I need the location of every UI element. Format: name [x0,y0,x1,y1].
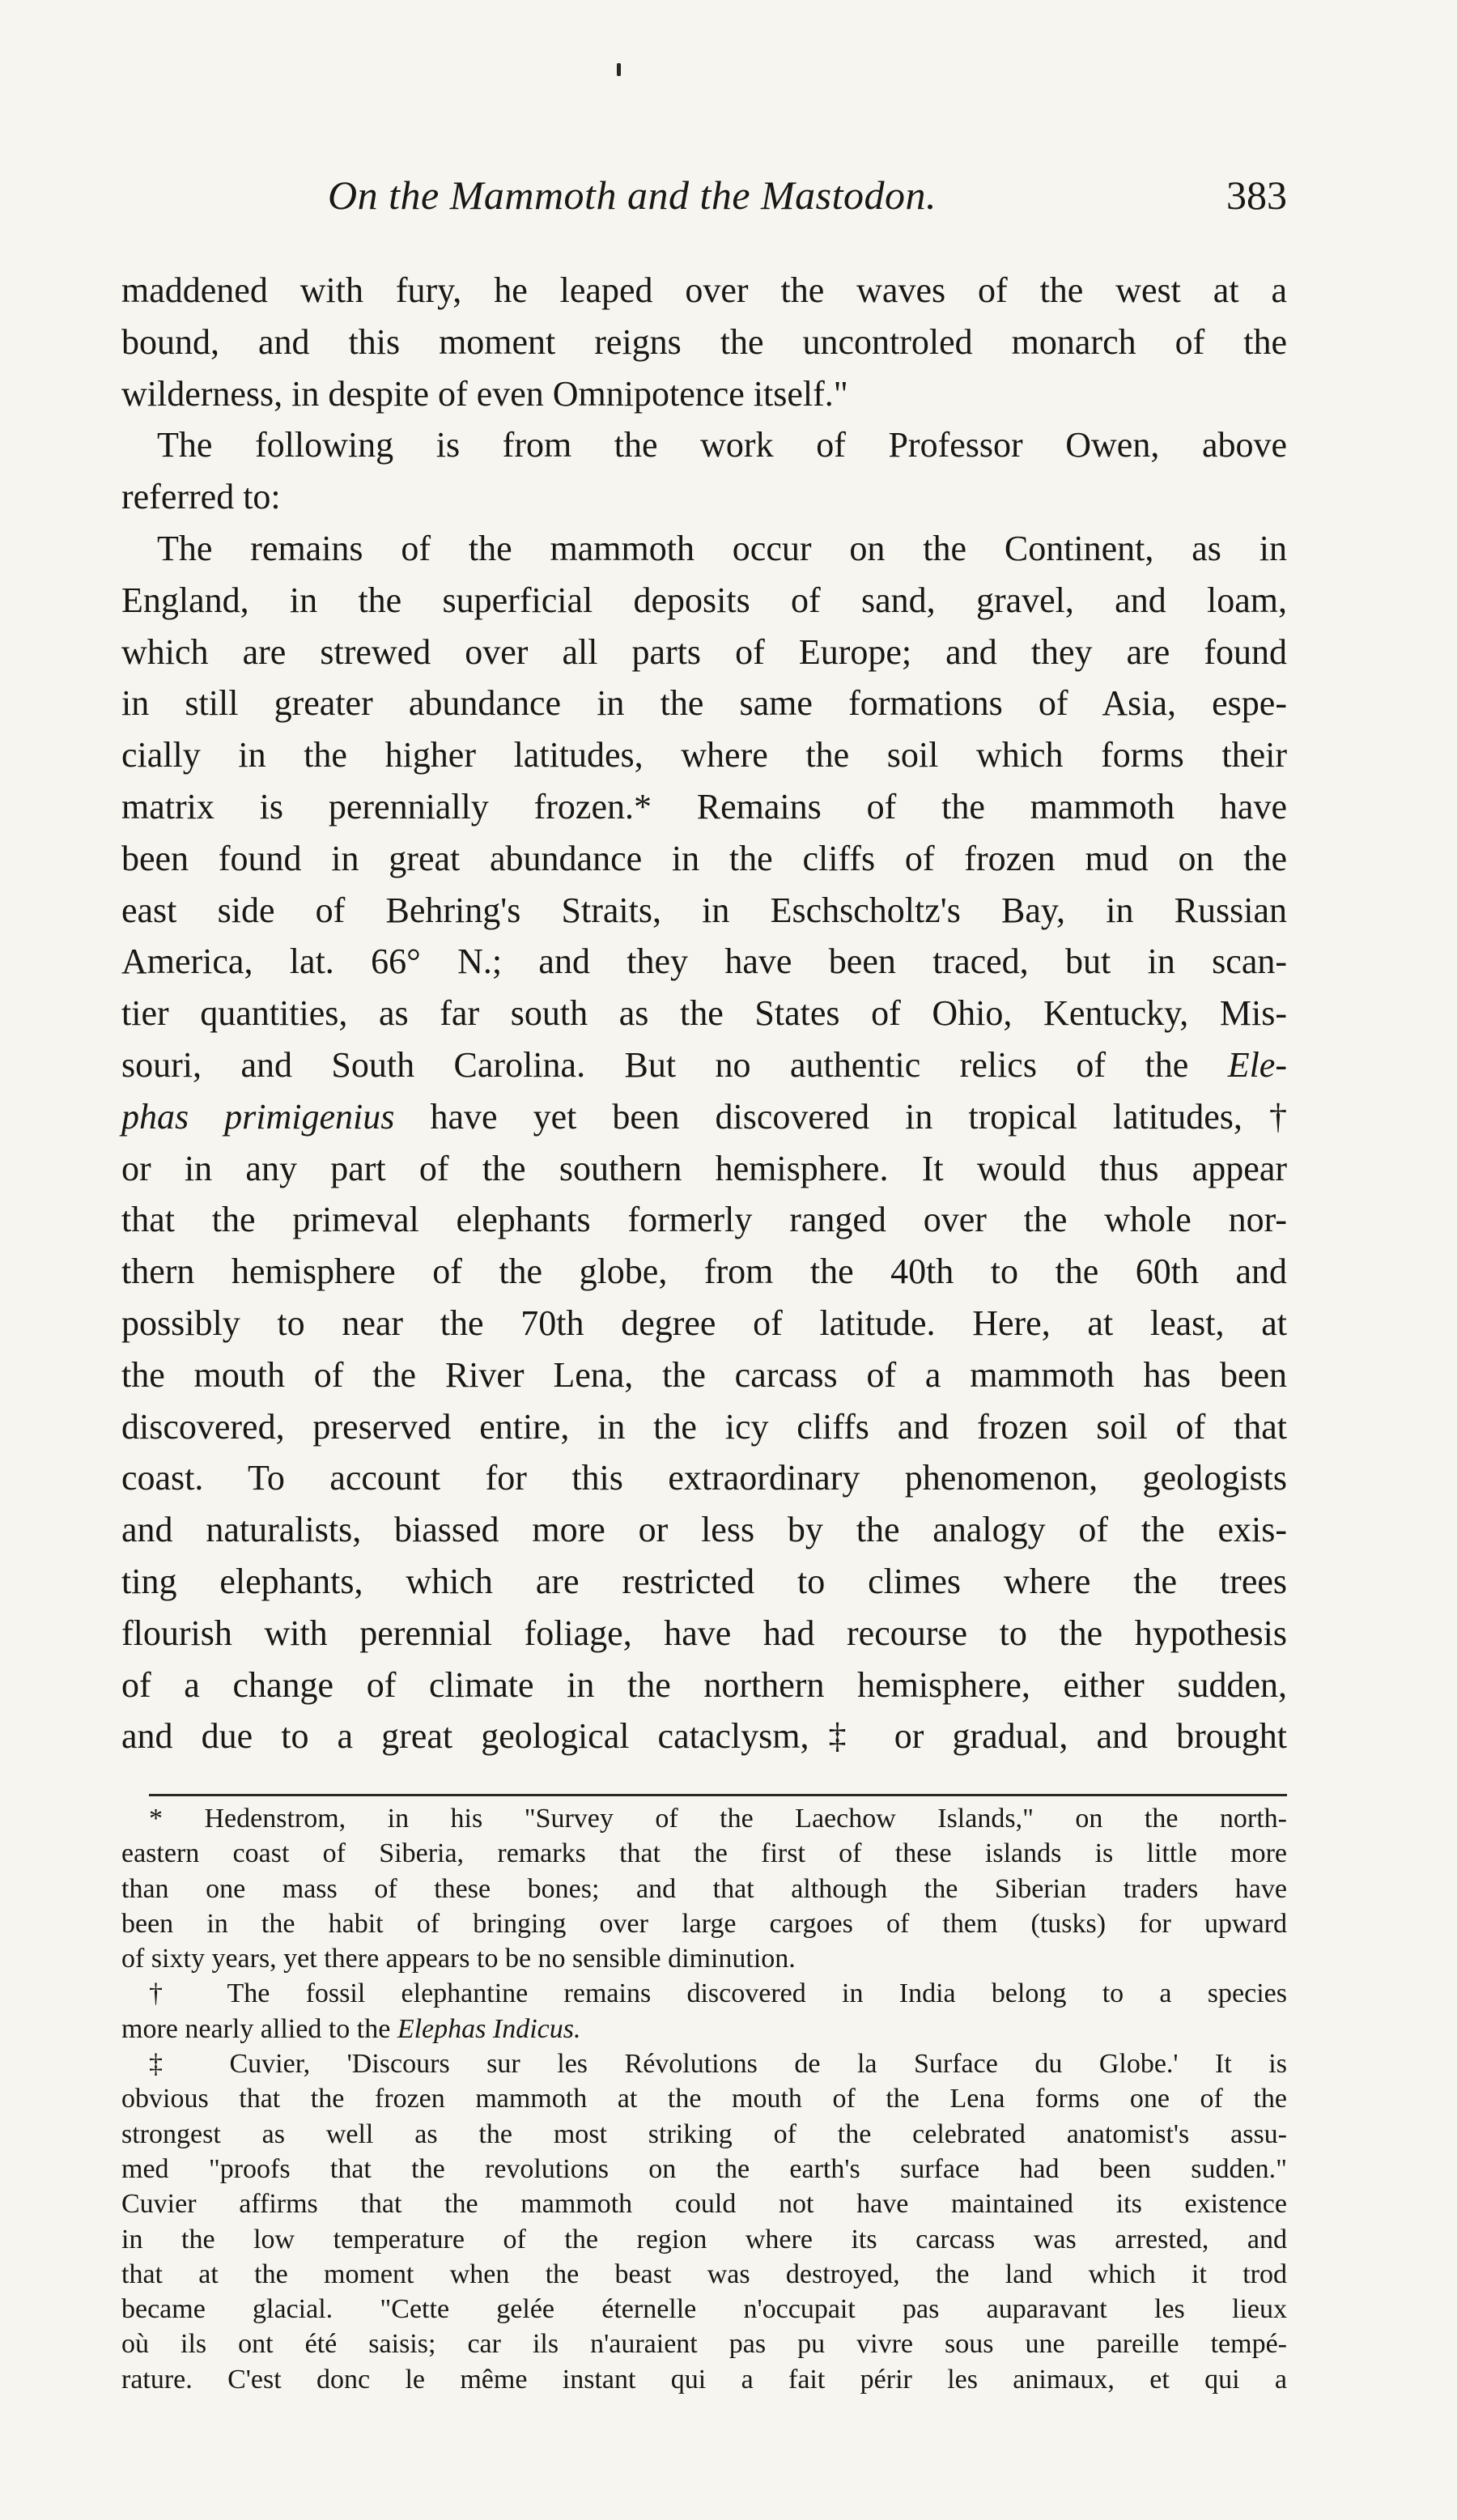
body-line: ting elephants, which are restricted to climes where the trees [121,1561,1287,1601]
body-line: referred to: [121,477,281,517]
body-line: The remains of the mammoth occur on the Continent, as in [157,528,1287,568]
body-line: and due to a great geological cataclysm,‡ or gradual, and brought [121,1716,1287,1757]
body-line: maddened with fury, he leaped over the waves of the west at a [121,270,1287,310]
body-line: England, in the superficial deposits of sand, gravel, and loam, [121,580,1287,620]
body-line: cially in the higher latitudes, where the soil which forms their [121,735,1287,776]
footnote-rule [149,1794,1287,1796]
body-line: thern hemisphere of the globe, from the 40th to the 60th and [121,1252,1287,1292]
running-title: On the Mammoth and the Mastodon. [328,172,937,218]
footnote-line: strongest as well as the most striking of the celebrated anatomist's assu- [121,2118,1287,2149]
footnote-line: ‡ Cuvier, 'Discours sur les Révolutions de la Surface du Globe.' It is [149,2049,1287,2080]
footnote-line: med "proofs that the revolutions on the earth's surface had been sudden." [121,2153,1287,2184]
body-line: the mouth of the River Lena, the carcass of a mammoth has been [121,1354,1287,1395]
footnote-line: eastern coast of Siberia, remarks that the first of these islands is little more [121,1838,1287,1869]
body-line: been found in great abundance in the cliffs of frozen mud on the [121,838,1287,878]
footnote-line: of sixty years, yet there appears to be no sensible diminution. [121,1944,796,1974]
footnote-line: that at the moment when the beast was destroyed, the land which it trod [121,2259,1287,2289]
footnote-line: than one mass of these bones; and that although the Siberian traders have [121,1873,1287,1904]
body-line: matrix is perennially frozen.* Remains of the mammoth have [121,786,1287,827]
body-line: The following is from the work of Professor Owen, above [157,425,1287,465]
footnote-line: in the low temperature of the region where its carcass was arrested, and [121,2224,1287,2254]
body-line: bound, and this moment reigns the uncontroled monarch of the [121,321,1287,362]
body-line: which are strewed over all parts of Europe; and they are found [121,631,1287,672]
body-line: tier quantities, as far south as the States of Ohio, Kentucky, Mis- [121,993,1287,1034]
book-page [121,0,1287,2520]
body-line: that the primeval elephants formerly ranged over the whole nor- [121,1200,1287,1240]
running-head [121,172,1287,228]
body-line: America, lat. 66° N.; and they have been traced, but in scan- [121,941,1287,982]
footnote-line: † The fossil elephantine remains discovered in India belong to a species [149,1978,1287,2009]
body-line: or in any part of the southern hemisphere. It would thus appear [121,1148,1287,1188]
body-line: east side of Behring's Straits, in Eschscholtz's Bay, in Russian [121,890,1287,930]
body-line: coast. To account for this extraordinary phenomenon, geologists [121,1458,1287,1498]
body-line: of a change of climate in the northern hemisphere, either sudden, [121,1664,1287,1705]
footnote-line: obvious that the frozen mammoth at the mouth of the Lena forms one of the [121,2084,1287,2114]
footnote-line: où ils ont été saisis; car ils n'auraient pas pu vivre sous une pareille tempé- [121,2329,1287,2360]
page-number: 383 [1226,172,1287,218]
body-line: wilderness, in despite of even Omnipotence itself." [121,373,848,414]
footnote-line: more nearly allied to the Elephas Indicus. [121,2013,581,2044]
footnote-line: * Hedenstrom, in his "Survey of the Laechow Islands," on the north- [149,1804,1287,1834]
body-text [121,265,1287,1762]
footnote-line: became glacial. "Cette gelée éternelle n'occupait pas auparavant les lieux [121,2294,1287,2325]
body-line: souri, and South Carolina. But no authentic relics of the Ele- [121,1044,1287,1085]
body-line: in still greater abundance in the same formations of Asia, espe- [121,683,1287,724]
body-line: flourish with perennial foliage, have had recourse to the hypothesis [121,1613,1287,1653]
footnote-line: Cuvier affirms that the mammoth could not have maintained its existence [121,2189,1287,2220]
body-line: phas primigenius have yet been discovered in tropical latitudes,† [121,1096,1287,1137]
body-line: discovered, preserved entire, in the icy cliffs and frozen soil of that [121,1406,1287,1447]
printer-mark [617,63,621,76]
body-line: possibly to near the 70th degree of latitude. Here, at least, at [121,1302,1287,1343]
footnotes [121,1801,1287,2397]
footnote-line: rature. C'est donc le même instant qui a fait périr les animaux, et qui a [121,2364,1287,2395]
footnote-line: been in the habit of bringing over large cargoes of them (tusks) for upward [121,1908,1287,1939]
body-line: and naturalists, biassed more or less by the analogy of the exis- [121,1510,1287,1550]
